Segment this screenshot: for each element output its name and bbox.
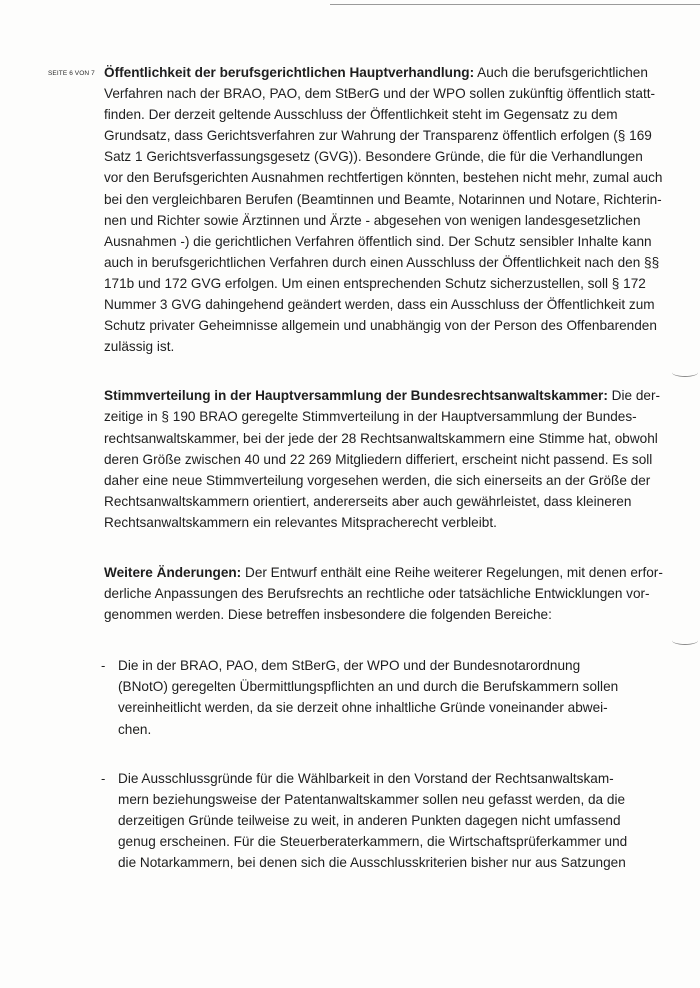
list-item-line: genug erscheinen. Für die Steuerberaterkammern, die Wirtschaftsprüferkammer und [118, 833, 628, 849]
list-item-line: die Notarkammern, bei denen sich die Ausschlusskriterien bisher nur aus Satzungen [118, 855, 626, 870]
paragraph-line: daher eine neue Stimmverteilung vorgesehen werden, die sich einerseits an der Größe der [104, 472, 651, 488]
paragraph-line: Nummer 3 GVG dahingehend geändert werden, dass ein Ausschluss der Öffentlichkeit zum [104, 297, 655, 313]
paragraph-line: Rechtsanwaltskammern ein relevantes Mitspracherecht verbleibt. [104, 514, 497, 530]
list-item [101, 768, 630, 873]
paragraph-line: auch in berufsgerichtlichen Verfahren durch einen Ausschluss der Öffentlichkeit nach den §§ [104, 254, 660, 270]
list-item-line: mern beziehungsweise der Patentanwaltskammer sollen neu gefasst werden, da die [118, 791, 626, 807]
margin-mark [672, 368, 698, 377]
paragraph-line: Ausnahmen -) die gerichtlichen Verfahren öffentlich sind. Der Schutz sensibler Inhalte kann [104, 233, 652, 249]
paragraph-line: deren Größe zwischen 40 und 22 269 Mitgliedern differiert, erscheint nicht passend. Es soll [104, 451, 653, 467]
paragraph-line: derliche Anpassungen des Berufsrechts an rechtliche oder tatsächliche Entwicklungen vor- [104, 586, 650, 602]
paragraph-line: Schutz privater Geheimnisse allgemein und unabhängig von der Person des Offenbarenden [104, 318, 657, 334]
paragraph-oeffentlichkeit [104, 62, 663, 357]
margin-mark [672, 636, 698, 645]
list-item [101, 655, 630, 739]
section-heading: Stimmverteilung in der Hauptversammlung der Bundesrechtsanwaltskammer: [104, 388, 608, 404]
bullet-dash: - [101, 770, 106, 786]
section-heading: Öffentlichkeit der berufsgerichtlichen Hauptverhandlung: [104, 65, 475, 80]
paragraph-stimmverteilung [104, 385, 660, 533]
list-item-line: vereinheitlicht werden, da sie derzeit ohne inhaltliche Gründe voneinander abwei- [118, 700, 608, 716]
list-item-line: (BNotO) geregelten Übermittlungspflichten an und durch die Berufskammern sollen [118, 679, 619, 695]
bullet-dash: - [101, 658, 106, 674]
list-item-line: chen. [118, 721, 152, 737]
document-body [101, 62, 663, 873]
paragraph-line: rechtsanwaltskammer, bei der jede der 28 Rechtsanwaltskammern eine Stimme hat, obwohl [104, 430, 658, 446]
paragraph-line: Satz 1 Gerichtsverfassungsgesetz (GVG)). Besondere Gründe, die für die Verhandlungen [104, 149, 643, 165]
top-edge-rule [330, 4, 700, 5]
page-number-label: SEITE 6 VON 7 [48, 70, 95, 77]
list-item-line: derzeitigen Gründe teilweise zu weit, in anderen Punkten dagegen nicht umfassend [118, 812, 621, 828]
list-item-line: Die in der BRAO, PAO, dem StBerG, der WPO und der Bundesnotarordnung [118, 658, 581, 674]
paragraph-line: nen und Richter sowie Ärztinnen und Ärzte - abgesehen von wenigen landesgesetzlichen [104, 212, 641, 228]
paragraph-line: bei den vergleichbaren Berufen (Beamtinnen und Beamte, Notarinnen und Notare, Richterin- [104, 191, 662, 207]
paragraph-line: Öffentlichkeit der berufsgerichtlichen Hauptverhandlung: Auch die berufsgerichtlichen [104, 65, 648, 80]
paragraph-line: finden. Der derzeit geltende Ausschluss der Öffentlichkeit steht im Gegensatz zu dem [104, 107, 618, 123]
paragraph-line: Stimmverteilung in der Hauptversammlung der Bundesrechtsanwaltskammer: Die der- [104, 388, 660, 404]
paragraph-line: Verfahren nach der BRAO, PAO, dem StBerG und der WPO sollen zukünftig öffentlich statt- [104, 86, 656, 102]
paragraph-line: zulässig ist. [104, 339, 175, 355]
paragraph-line: Weitere Änderungen: Der Entwurf enthält eine Reihe weiterer Regelungen, mit denen erfor- [104, 564, 663, 580]
list-item-line: Die Ausschlussgründe für die Wählbarkeit in den Vorstand der Rechtsanwaltskam- [118, 770, 614, 786]
paragraph-line: 171b und 172 GVG erfolgen. Um einen entsprechenden Schutz sicherzustellen, soll § 172 [104, 275, 646, 291]
paragraph-line: vor den Berufsgerichten Ausnahmen rechtfertigen könnten, bestehen nicht mehr, zumal auch [104, 170, 663, 186]
section-heading: Weitere Änderungen: [104, 564, 242, 580]
paragraph-line: Rechtsanwaltskammern orientiert, andererseits aber auch gewährleistet, dass kleineren [104, 493, 632, 509]
paragraph-line: Grundsatz, dass Gerichtsverfahren zur Wahrung der Transparenz öffentlich erfolgen (§ 169 [104, 128, 652, 144]
paragraph-line: genommen werden. Diese betreffen insbesondere die folgenden Bereiche: [104, 607, 552, 623]
paragraph-line: zeitige in § 190 BRAO geregelte Stimmverteilung in der Hauptversammlung der Bundes- [104, 409, 637, 425]
paragraph-weitere-aenderungen [104, 562, 663, 625]
